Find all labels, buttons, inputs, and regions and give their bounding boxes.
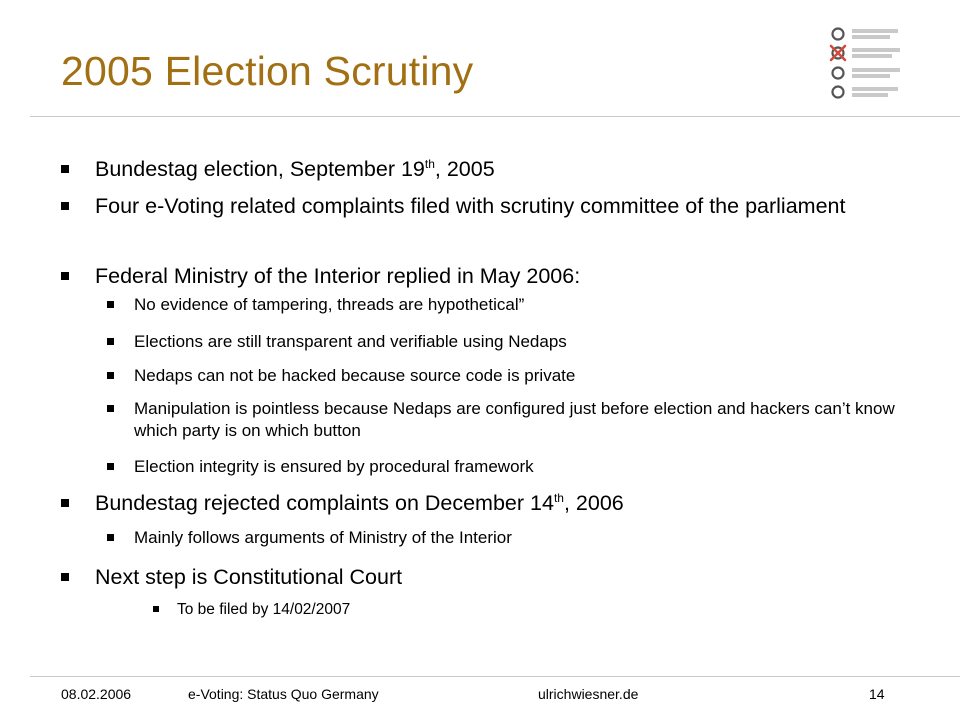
bullet-square-icon	[61, 202, 69, 210]
ministry-point: Election integrity is ensured by procedural framework	[107, 456, 907, 478]
bullet-square-icon	[107, 338, 114, 345]
bullet-square-icon	[107, 372, 114, 379]
court-point: To be filed by 14/02/2007	[153, 600, 853, 620]
bullet-square-icon	[61, 272, 69, 280]
bullet-constitutional-court: Next step is Constitutional Court	[61, 564, 921, 591]
bullet-square-icon	[107, 301, 114, 308]
bullet-square-icon	[107, 534, 114, 541]
footer-divider	[30, 676, 960, 677]
footer-website: ulrichwiesner.de	[538, 686, 639, 702]
bullet-square-icon	[107, 463, 114, 470]
bullet-ministry-reply: Federal Ministry of the Interior replied in May 2006:	[61, 263, 921, 290]
ministry-point: Manipulation is pointless because Nedaps are configured just before election and hackers can’t know which party is on which button	[107, 398, 907, 442]
bullet-rejection: Bundestag rejected complaints on December 14th, 2006	[61, 490, 921, 517]
footer-date: 08.02.2006	[61, 686, 132, 702]
bullet-square-icon	[61, 573, 69, 581]
bullet-square-icon	[61, 165, 69, 173]
page-number: 14	[869, 686, 885, 702]
title-divider	[30, 116, 960, 117]
ministry-point: Elections are still transparent and verifiable using Nedaps	[107, 331, 907, 353]
bullet-election: Bundestag election, September 19th, 2005	[61, 156, 921, 183]
rejection-point: Mainly follows arguments of Ministry of the Interior	[107, 527, 907, 549]
bullet-square-icon	[61, 499, 69, 507]
ballot-checklist-icon	[826, 22, 906, 104]
ministry-point: No evidence of tampering, threads are hypothetical”	[107, 294, 907, 316]
bullet-square-icon	[153, 606, 159, 612]
bullet-complaints: Four e-Voting related complaints filed with scrutiny committee of the parliament	[61, 193, 921, 220]
bullet-square-icon	[107, 405, 114, 412]
slide-title: 2005 Election Scrutiny	[61, 48, 474, 94]
footer-presentation-title: e-Voting: Status Quo Germany	[188, 686, 379, 702]
ministry-point: Nedaps can not be hacked because source code is private	[107, 365, 907, 387]
